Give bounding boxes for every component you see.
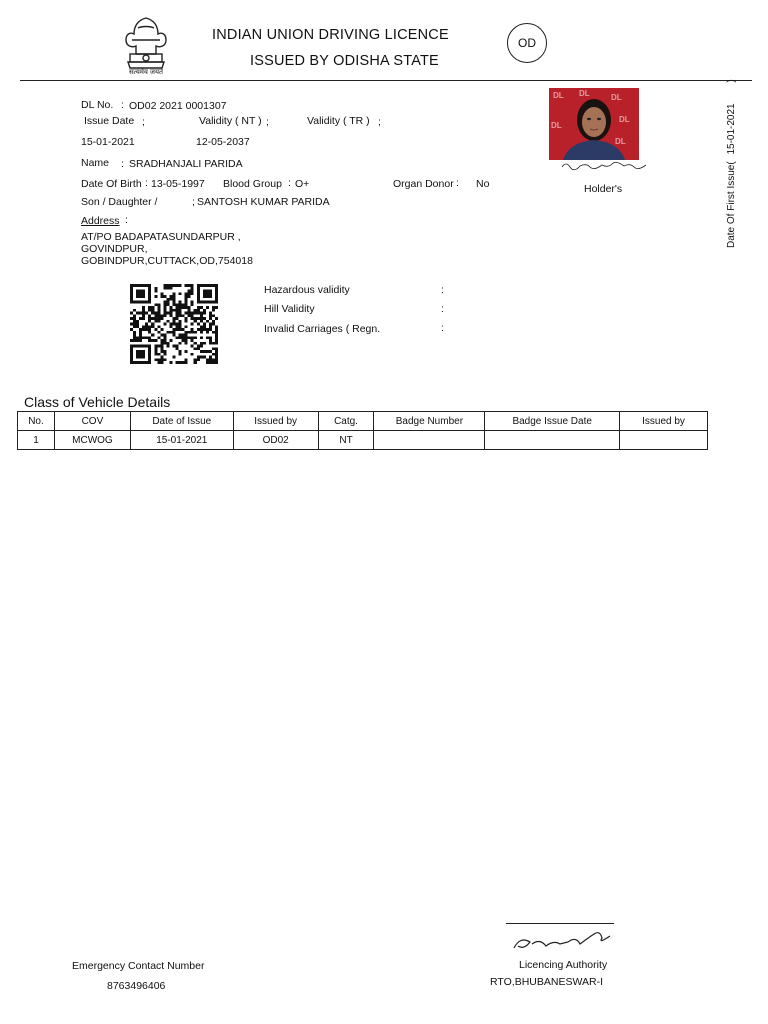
header-divider [20, 80, 752, 81]
issue-date-value: 15-01-2021 [81, 136, 135, 148]
svg-text:DL: DL [579, 89, 590, 98]
validity-nt-label: Validity ( NT ) [199, 115, 262, 127]
svg-text:DL: DL [619, 115, 630, 124]
state-code-badge: OD [507, 23, 547, 63]
signature-line [506, 923, 614, 924]
dob-value: 13-05-1997 [151, 178, 205, 190]
blood-group-value: O+ [295, 178, 310, 190]
validity-nt-colon: ; [266, 116, 269, 128]
dl-no-colon: : [121, 99, 124, 111]
cell-catg: NT [318, 431, 374, 450]
header-title-line2: ISSUED BY ODISHA STATE [250, 53, 439, 69]
blood-group-colon: : [288, 177, 291, 189]
header-title-line1: INDIAN UNION DRIVING LICENCE [212, 27, 449, 43]
address-line-3: GOBINDPUR,CUTTACK,OD,754018 [81, 255, 253, 267]
svg-text:DL: DL [611, 93, 622, 102]
first-issue-vertical [726, 75, 737, 248]
invalid-carriages-label: Invalid Carriages ( Regn. [264, 323, 381, 335]
holder-signature [560, 158, 650, 170]
first-issue-label: Date Of First Issue( [726, 161, 737, 248]
cell-badge-number [374, 431, 485, 450]
hazardous-label: Hazardous validity [264, 284, 350, 296]
organ-donor-label: Organ Donor [393, 178, 454, 190]
validity-tr-colon: ; [378, 116, 381, 128]
issue-date-colon: ; [142, 116, 145, 128]
cell-cov: MCWOG [54, 431, 130, 450]
address-label: Address [81, 215, 120, 227]
holder-photo [549, 88, 639, 160]
name-label: Name [81, 157, 110, 169]
col-header-issued-by: Issued by [233, 412, 318, 431]
emergency-contact-label: Emergency Contact Number [72, 960, 205, 972]
validity-tr-label: Validity ( TR ) [307, 115, 370, 127]
cell-badge-issue-date [485, 431, 620, 450]
organ-donor-value: No [476, 178, 490, 190]
first-issue-close: ) [726, 79, 737, 83]
hill-colon: : [441, 303, 444, 315]
emergency-contact-value: 8763496406 [107, 980, 166, 992]
svg-text:DL: DL [551, 121, 562, 130]
dl-no-value: OD02 2021 0001307 [129, 100, 227, 112]
hill-label: Hill Validity [264, 303, 315, 315]
dl-no-label: DL No. [81, 99, 114, 111]
col-header-no: No. [18, 412, 55, 431]
address-line-1: AT/PO BADAPATASUNDARPUR , [81, 231, 241, 243]
relation-colon: ; [192, 196, 195, 208]
table-row [18, 431, 708, 450]
authority-signature [510, 926, 614, 954]
cell-no: 1 [18, 431, 55, 450]
relation-value: SANTOSH KUMAR PARIDA [197, 196, 330, 208]
cell-issued-by: OD02 [233, 431, 318, 450]
validity-nt-value: 12-05-2037 [196, 136, 250, 148]
first-issue-value: 15-01-2021 [726, 103, 737, 155]
invalid-carriages-colon: : [441, 322, 444, 334]
dob-colon: : [145, 177, 148, 189]
col-header-cov: COV [54, 412, 130, 431]
issue-date-label: Issue Date [84, 115, 135, 127]
name-colon: : [121, 158, 124, 170]
cell-date-of-issue: 15-01-2021 [130, 431, 233, 450]
address-line-2: GOVINDPUR, [81, 243, 148, 255]
svg-text:DL: DL [615, 137, 626, 146]
col-header-catg: Catg. [318, 412, 374, 431]
relation-label: Son / Daughter / [81, 196, 158, 208]
col-header-badge-issue-date: Badge Issue Date [485, 412, 620, 431]
col-header-badge-number: Badge Number [374, 412, 485, 431]
licencing-authority-label: Licencing Authority [519, 959, 608, 971]
blood-group-label: Blood Group [223, 178, 282, 190]
cov-table [17, 411, 708, 450]
cov-section-title: Class of Vehicle Details [24, 394, 171, 410]
col-header-date-of-issue: Date of Issue [130, 412, 233, 431]
cov-header-row [18, 412, 708, 431]
address-colon: : [125, 214, 128, 226]
licencing-authority-office: RTO,BHUBANESWAR-I [490, 976, 603, 988]
holder-label: Holder's [584, 183, 623, 195]
emblem-motto: सत्यमेव जयते [128, 69, 164, 76]
organ-donor-colon: : [456, 177, 459, 189]
cell-badge-issued-by [620, 431, 708, 450]
national-emblem-icon [108, 14, 184, 80]
hazardous-colon: : [441, 284, 444, 296]
svg-text:DL: DL [553, 91, 564, 100]
name-value: SRADHANJALI PARIDA [129, 158, 243, 170]
qr-code [130, 284, 218, 364]
dob-label: Date Of Birth [81, 178, 142, 190]
col-header-badge-issued-by: Issued by [620, 412, 708, 431]
